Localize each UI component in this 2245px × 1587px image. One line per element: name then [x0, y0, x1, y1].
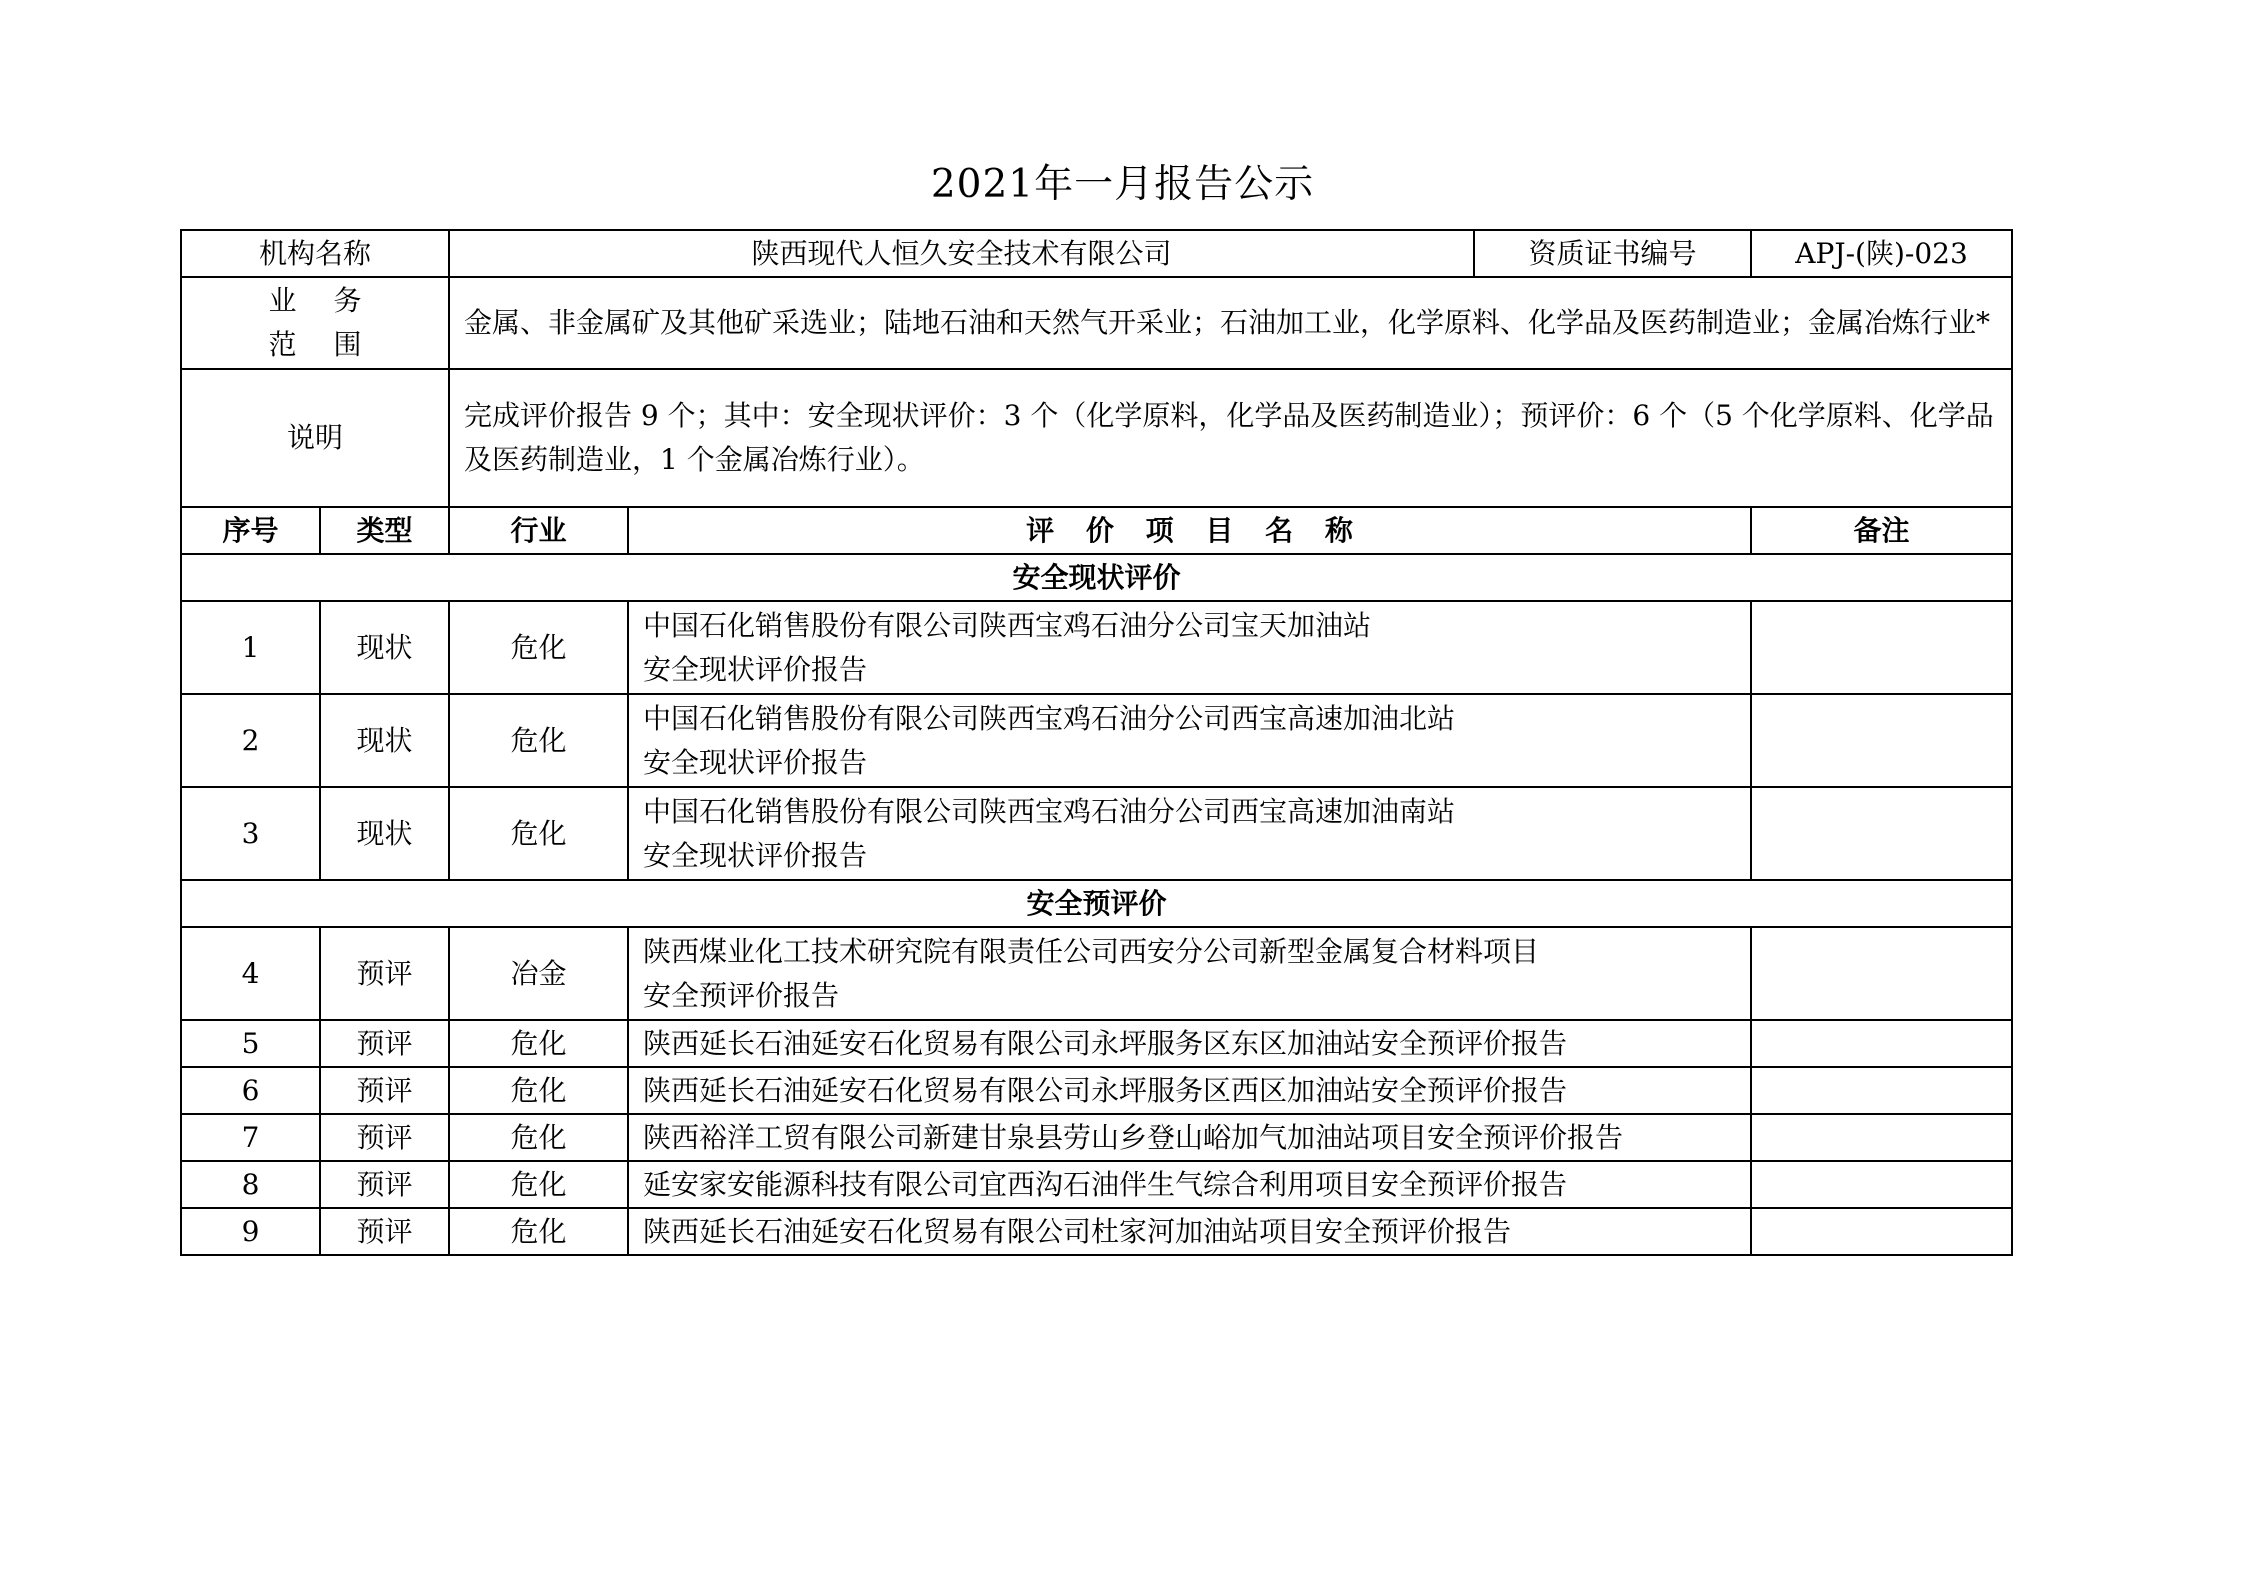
row-type: 预评 [320, 1208, 449, 1255]
scope-row [181, 277, 2012, 369]
row-project-line-2: 安全现状评价报告 [643, 838, 868, 872]
row-type: 预评 [320, 927, 449, 1020]
row-type: 现状 [320, 694, 449, 787]
row-industry: 冶金 [449, 927, 628, 1020]
header-project: 评 价 项 目 名 称 [628, 507, 1751, 554]
row-project [628, 787, 1751, 880]
row-seq: 3 [181, 787, 320, 880]
table-row [181, 1161, 2012, 1208]
row-project: 陕西延长石油延安石化贸易有限公司永坪服务区东区加油站安全预评价报告 [628, 1020, 1751, 1067]
scope-label-line-1: 业 务 [268, 284, 362, 317]
row-project-line-1: 陕西煤业化工技术研究院有限责任公司西安分公司新型金属复合材料项目 [643, 934, 1540, 968]
cert-number: APJ-(陕)-023 [1751, 230, 2012, 277]
table-row [181, 787, 2012, 880]
row-seq: 4 [181, 927, 320, 1020]
note-row [181, 369, 2012, 507]
row-industry: 危化 [449, 694, 628, 787]
row-remark [1751, 1114, 2012, 1161]
row-seq: 8 [181, 1161, 320, 1208]
table-row [181, 601, 2012, 694]
header-type: 类型 [320, 507, 449, 554]
row-project: 陕西延长石油延安石化贸易有限公司永坪服务区西区加油站安全预评价报告 [628, 1067, 1751, 1114]
row-type: 预评 [320, 1161, 449, 1208]
row-seq: 7 [181, 1114, 320, 1161]
row-type: 现状 [320, 601, 449, 694]
org-row [181, 230, 2012, 277]
row-industry: 危化 [449, 601, 628, 694]
header-row [181, 507, 2012, 554]
row-project-line-2: 安全现状评价报告 [643, 652, 868, 686]
row-industry: 危化 [449, 1020, 628, 1067]
row-project-line-1: 中国石化销售股份有限公司陕西宝鸡石油分公司宝天加油站 [643, 608, 1372, 642]
row-remark [1751, 694, 2012, 787]
table-row [181, 694, 2012, 787]
row-remark [1751, 601, 2012, 694]
scope-label [181, 277, 449, 369]
row-project [628, 694, 1751, 787]
row-industry: 危化 [449, 1161, 628, 1208]
header-industry: 行业 [449, 507, 628, 554]
section-title: 安全现状评价 [181, 554, 2012, 601]
page-title: 2021年一月报告公示 [930, 162, 1315, 207]
report-table [180, 229, 2013, 1256]
row-remark [1751, 787, 2012, 880]
table-row [181, 1067, 2012, 1114]
row-type: 预评 [320, 1114, 449, 1161]
row-project [628, 927, 1751, 1020]
note-text: 完成评价报告 9 个；其中：安全现状评价：3 个（化学原料，化学品及医药制造业）；预评价：6 个（5 个化学原料、化学品及医药制造业，1 个金属冶炼行业）。 [449, 369, 2012, 507]
table-row [181, 1020, 2012, 1067]
row-seq: 6 [181, 1067, 320, 1114]
row-industry: 危化 [449, 1208, 628, 1255]
row-remark [1751, 927, 2012, 1020]
row-seq: 2 [181, 694, 320, 787]
row-project: 陕西裕洋工贸有限公司新建甘泉县劳山乡登山峪加气加油站项目安全预评价报告 [628, 1114, 1751, 1161]
row-industry: 危化 [449, 787, 628, 880]
row-industry: 危化 [449, 1067, 628, 1114]
cert-label: 资质证书编号 [1474, 230, 1751, 277]
row-seq: 9 [181, 1208, 320, 1255]
note-label: 说明 [181, 369, 449, 507]
row-project-line-2: 安全预评价报告 [643, 978, 840, 1012]
row-remark [1751, 1161, 2012, 1208]
row-type: 预评 [320, 1067, 449, 1114]
row-remark [1751, 1208, 2012, 1255]
row-project [628, 601, 1751, 694]
row-industry: 危化 [449, 1114, 628, 1161]
section-row [181, 554, 2012, 601]
row-project: 陕西延长石油延安石化贸易有限公司杜家河加油站项目安全预评价报告 [628, 1208, 1751, 1255]
table-row [181, 1208, 2012, 1255]
section-row [181, 880, 2012, 927]
scope-label-line-2: 范 围 [268, 328, 362, 361]
org-label: 机构名称 [181, 230, 449, 277]
row-remark [1751, 1067, 2012, 1114]
row-project-line-1: 中国石化销售股份有限公司陕西宝鸡石油分公司西宝高速加油北站 [643, 701, 1456, 735]
row-type: 现状 [320, 787, 449, 880]
header-seq: 序号 [181, 507, 320, 554]
row-seq: 1 [181, 601, 320, 694]
table-row [181, 1114, 2012, 1161]
table-row [181, 927, 2012, 1020]
section-title: 安全预评价 [181, 880, 2012, 927]
row-type: 预评 [320, 1020, 449, 1067]
row-project: 延安家安能源科技有限公司宜西沟石油伴生气综合利用项目安全预评价报告 [628, 1161, 1751, 1208]
scope-text: 金属、非金属矿及其他矿采选业；陆地石油和天然气开采业；石油加工业，化学原料、化学品及医药制造业；金属冶炼行业* [449, 277, 2012, 369]
row-remark [1751, 1020, 2012, 1067]
org-name: 陕西现代人恒久安全技术有限公司 [449, 230, 1474, 277]
row-project-line-2: 安全现状评价报告 [643, 745, 868, 779]
header-remark: 备注 [1751, 507, 2012, 554]
row-project-line-1: 中国石化销售股份有限公司陕西宝鸡石油分公司西宝高速加油南站 [643, 794, 1456, 828]
row-seq: 5 [181, 1020, 320, 1067]
